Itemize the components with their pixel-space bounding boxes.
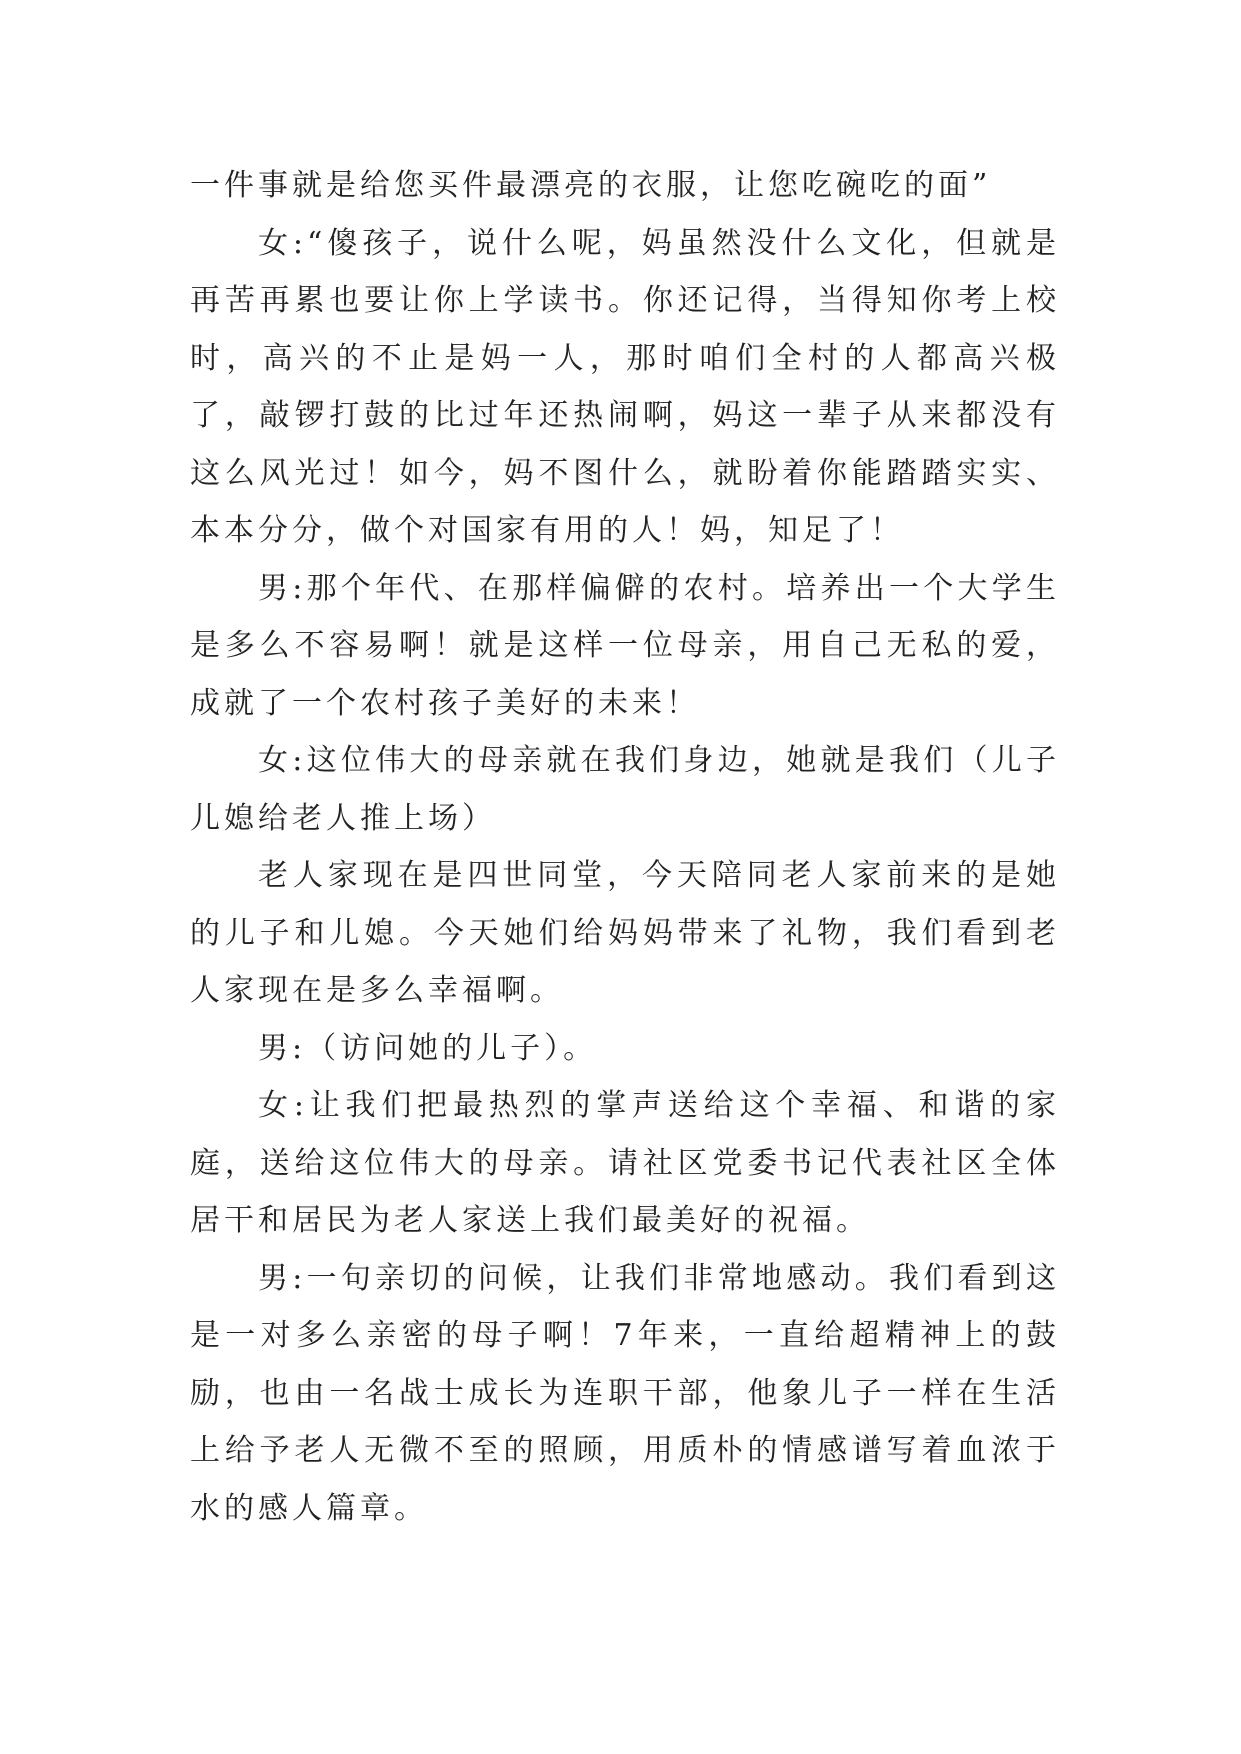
document-body	[190, 157, 1060, 1537]
paragraph-4: 女:这位伟大的母亲就在我们身边，她就是我们（儿子儿媳给老人推上场）	[190, 743, 1060, 836]
paragraph-2: 女:“傻孩子，说什么呢，妈虽然没什么文化，但就是再苦再累也要让你上学读书。你还记得，当得知你考上校时，高兴的不止是妈一人，那时咱们全村的人都高兴极了，敲锣打鼓的比过年还热闹啊，妈这一辈子从来都没有这么风光过！如今，妈不图什么，就盼着你能踏踏实实、本本分分，做个对国家有用的人！妈，知足了！	[190, 225, 1060, 548]
paragraph-1: 一件事就是给您买件最漂亮的衣服，让您吃碗吃的面”	[190, 168, 992, 203]
paragraph-7: 女:让我们把最热烈的掌声送给这个幸福、和谐的家庭，送给这位伟大的母亲。请社区党委书记代表社区全体居干和居民为老人家送上我们最美好的祝福。	[190, 1088, 1060, 1238]
paragraph-5: 老人家现在是四世同堂，今天陪同老人家前来的是她的儿子和儿媳。今天她们给妈妈带来了礼物，我们看到老人家现在是多么幸福啊。	[190, 858, 1060, 1008]
paragraph-6: 男:（访问她的儿子）。	[258, 1030, 598, 1066]
paragraph-3: 男:那个年代、在那样偏僻的农村。培养出一个大学生是多么不容易啊！就是这样一位母亲，用自己无私的爱，成就了一个农村孩子美好的未来！	[190, 570, 1060, 721]
paragraph-8: 男:一句亲切的问候，让我们非常地感动。我们看到这是一对多么亲密的母子啊！7年来，一直给超精神上的鼓励，也由一名战士成长为连职干部，他象儿子一样在生活上给予老人无微不至的照顾，用质朴的情感谱写着血浓于水的感人篇章。	[190, 1260, 1060, 1526]
